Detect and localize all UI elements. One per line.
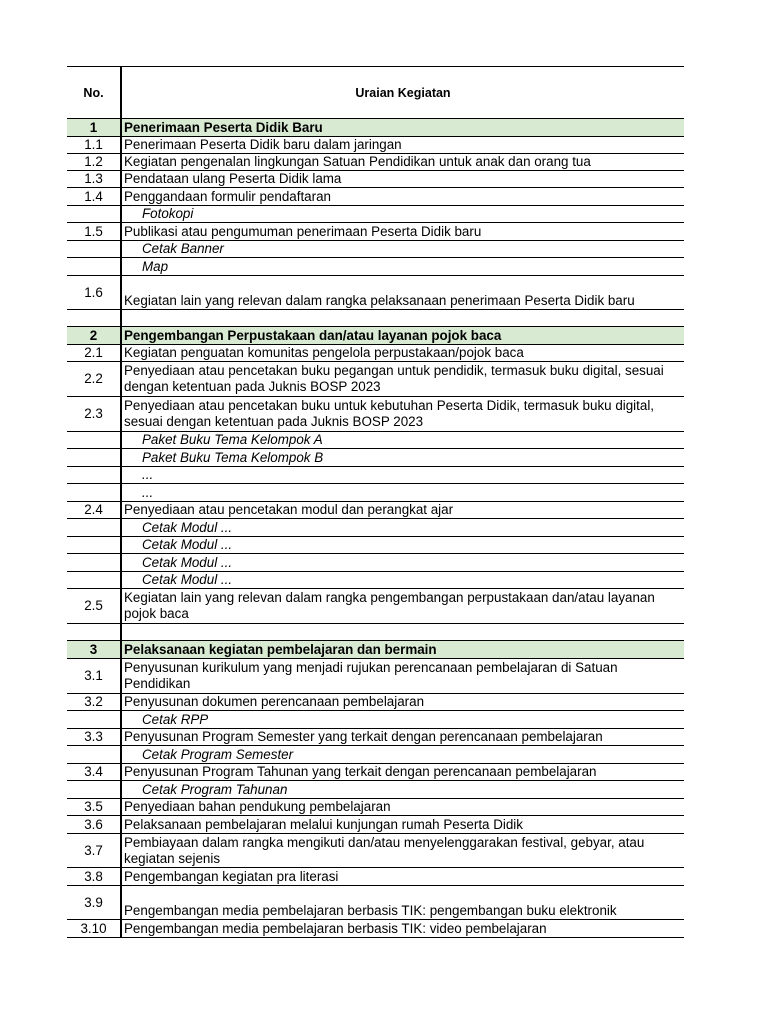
row-number: 1.6 — [67, 276, 121, 310]
table-row — [67, 223, 684, 241]
sub-item-row — [67, 554, 684, 572]
row-number — [67, 781, 121, 799]
row-description: Penyediaan atau pencetakan buku untuk kebutuhan Peserta Didik, termasuk buku digital, sesuai dengan ketentuan pada Juknis BOSP 2023 — [121, 397, 684, 432]
row-description: Paket Buku Tema Kelompok B — [121, 449, 684, 467]
row-number: 3.3 — [67, 729, 121, 746]
row-description: Kegiatan pengenalan lingkungan Satuan Pendidikan untuk anak dan orang tua — [121, 154, 684, 171]
row-description: Paket Buku Tema Kelompok A — [121, 432, 684, 449]
row-number — [67, 537, 121, 554]
row-description: Pengembangan media pembelajaran berbasis TIK: pengembangan buku elektronik — [121, 886, 684, 920]
row-number: 1.4 — [67, 188, 121, 206]
sub-item-row — [67, 432, 684, 449]
row-description: Pengembangan Perpustakaan dan/atau layanan pojok baca — [121, 327, 684, 345]
row-number — [67, 449, 121, 467]
row-description: Penyediaan bahan pendukung pembelajaran — [121, 799, 684, 816]
row-number: 1.2 — [67, 154, 121, 171]
blank-row — [67, 624, 684, 641]
row-number — [67, 711, 121, 729]
row-description: Penyusunan kurikulum yang menjadi rujukan perencanaan pembelajaran di Satuan Pendidikan — [121, 659, 684, 694]
table-row — [67, 659, 684, 694]
sub-item-row — [67, 206, 684, 223]
table-row — [67, 868, 684, 886]
row-description: Cetak Modul ... — [121, 572, 684, 589]
section-row — [67, 327, 684, 345]
row-description: Penggandaan formulir pendaftaran — [121, 188, 684, 206]
table-row — [67, 188, 684, 206]
row-description: Kegiatan penguatan komunitas pengelola perpustakaan/pojok baca — [121, 345, 684, 362]
row-number — [67, 258, 121, 276]
row-number: 3 — [67, 641, 121, 659]
row-number: 3.9 — [67, 886, 121, 920]
row-description: Penerimaan Peserta Didik Baru — [121, 119, 684, 137]
table-row — [67, 345, 684, 362]
row-description: Penyusunan dokumen perencanaan pembelajaran — [121, 694, 684, 711]
row-description — [121, 624, 684, 641]
row-description: Cetak Modul ... — [121, 537, 684, 554]
sub-item-row — [67, 449, 684, 467]
sub-item-row — [67, 711, 684, 729]
row-description: Penerimaan Peserta Didik baru dalam jaringan — [121, 137, 684, 154]
row-description: Publikasi atau pengumuman penerimaan Peserta Didik baru — [121, 223, 684, 241]
row-description: Map — [121, 258, 684, 276]
table-row — [67, 589, 684, 624]
row-number: 2.4 — [67, 502, 121, 519]
table-row — [67, 137, 684, 154]
row-number: 1 — [67, 119, 121, 137]
row-number: 2.1 — [67, 345, 121, 362]
table-row — [67, 502, 684, 519]
table-row — [67, 397, 684, 432]
row-number: 3.7 — [67, 834, 121, 868]
row-description: Kegiatan lain yang relevan dalam rangka pengembangan perpustakaan dan/atau layanan pojok baca — [121, 589, 684, 624]
sub-item-row — [67, 746, 684, 764]
row-number: 2.2 — [67, 362, 121, 397]
row-description: Cetak RPP — [121, 711, 684, 729]
header-no: No. — [67, 67, 121, 119]
row-number — [67, 554, 121, 572]
row-number: 3.6 — [67, 816, 121, 834]
row-number: 3.4 — [67, 764, 121, 781]
row-number: 2 — [67, 327, 121, 345]
table-row — [67, 171, 684, 188]
row-description: Pengembangan kegiatan pra literasi — [121, 868, 684, 886]
row-number: 3.5 — [67, 799, 121, 816]
row-description: ... — [121, 484, 684, 502]
row-number: 1.3 — [67, 171, 121, 188]
row-number: 2.5 — [67, 589, 121, 624]
row-number — [67, 519, 121, 537]
row-number — [67, 467, 121, 484]
row-number: 1.1 — [67, 137, 121, 154]
row-description: Pendataan ulang Peserta Didik lama — [121, 171, 684, 188]
row-description: ... — [121, 467, 684, 484]
row-description: Pembiayaan dalam rangka mengikuti dan/atau menyelenggarakan festival, gebyar, atau kegiatan sejenis — [121, 834, 684, 868]
row-description: Pelaksanaan kegiatan pembelajaran dan bermain — [121, 641, 684, 659]
activity-table — [67, 66, 684, 938]
row-number — [67, 484, 121, 502]
row-description: Fotokopi — [121, 206, 684, 223]
table-row — [67, 694, 684, 711]
row-description: Penyusunan Program Tahunan yang terkait dengan perencanaan pembelajaran — [121, 764, 684, 781]
section-row — [67, 641, 684, 659]
table-row — [67, 764, 684, 781]
section-row — [67, 119, 684, 137]
table-row — [67, 362, 684, 397]
row-description: Cetak Modul ... — [121, 554, 684, 572]
row-description: Penyediaan atau pencetakan modul dan perangkat ajar — [121, 502, 684, 519]
sub-item-row — [67, 467, 684, 484]
row-description: Penyediaan atau pencetakan buku pegangan untuk pendidik, termasuk buku digital, sesuai dengan ketentuan pada Juknis BOSP 2023 — [121, 362, 684, 397]
row-number — [67, 432, 121, 449]
row-number — [67, 241, 121, 258]
row-number: 2.3 — [67, 397, 121, 432]
row-number — [67, 746, 121, 764]
sub-item-row — [67, 537, 684, 554]
table-row — [67, 799, 684, 816]
row-description: Cetak Program Semester — [121, 746, 684, 764]
row-description: Pengembangan media pembelajaran berbasis TIK: video pembelajaran — [121, 920, 684, 938]
row-number: 3.8 — [67, 868, 121, 886]
row-description: Cetak Modul ... — [121, 519, 684, 537]
sub-item-row — [67, 781, 684, 799]
blank-row — [67, 310, 684, 327]
table-row — [67, 154, 684, 171]
sub-item-row — [67, 241, 684, 258]
row-number — [67, 624, 121, 641]
row-number: 1.5 — [67, 223, 121, 241]
table-row — [67, 276, 684, 310]
table-row — [67, 886, 684, 920]
table-header-row — [67, 67, 684, 119]
sub-item-row — [67, 572, 684, 589]
row-number: 3.1 — [67, 659, 121, 694]
row-number — [67, 206, 121, 223]
table-body — [67, 119, 684, 938]
row-description: Cetak Program Tahunan — [121, 781, 684, 799]
sub-item-row — [67, 258, 684, 276]
table-row — [67, 920, 684, 938]
table-row — [67, 729, 684, 746]
sub-item-row — [67, 484, 684, 502]
header-description: Uraian Kegiatan — [121, 67, 684, 119]
row-description: Kegiatan lain yang relevan dalam rangka pelaksanaan penerimaan Peserta Didik baru — [121, 276, 684, 310]
row-number — [67, 572, 121, 589]
row-number — [67, 310, 121, 327]
row-description: Penyusunan Program Semester yang terkait dengan perencanaan pembelajaran — [121, 729, 684, 746]
sub-item-row — [67, 519, 684, 537]
row-description: Cetak Banner — [121, 241, 684, 258]
row-number: 3.10 — [67, 920, 121, 938]
table-row — [67, 834, 684, 868]
table-row — [67, 816, 684, 834]
row-description — [121, 310, 684, 327]
row-number: 3.2 — [67, 694, 121, 711]
row-description: Pelaksanaan pembelajaran melalui kunjungan rumah Peserta Didik — [121, 816, 684, 834]
